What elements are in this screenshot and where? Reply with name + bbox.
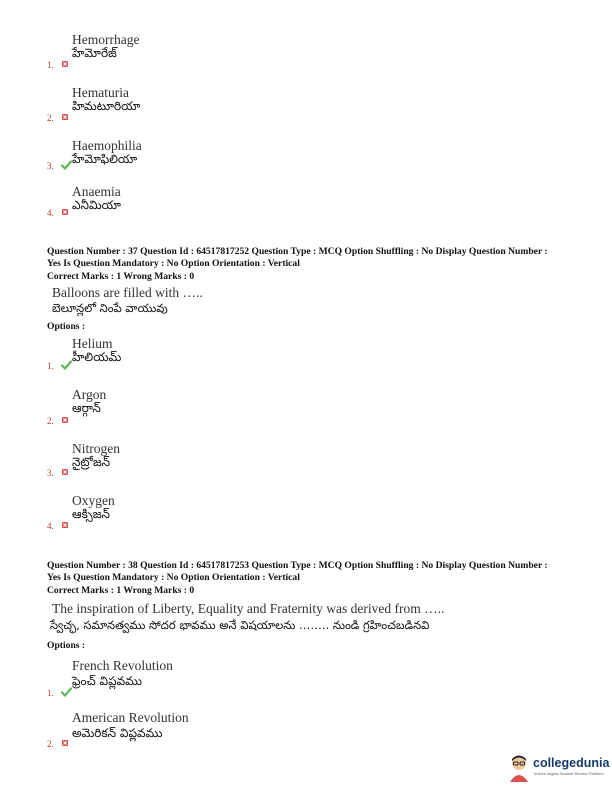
cross-icon: [61, 521, 69, 529]
option-text-en: Argon: [72, 387, 107, 402]
option-text-en: Hemorrhage: [72, 32, 140, 47]
logo-name: collegedunia: [533, 756, 610, 770]
option-number-wrap: [47, 108, 69, 126]
question-text-en: Balloons are filled with …..: [52, 285, 203, 300]
option-number: 1.: [47, 688, 54, 698]
option-number-wrap: [47, 356, 72, 374]
options-label: Options :: [47, 321, 86, 332]
question-meta-line-1: Question Number : 37 Question Id : 64517817252 Question Type : MCQ Option Shuffling : No Display Question Number :: [47, 246, 548, 257]
option-number: 2.: [47, 739, 54, 749]
option-text-te: ఆర్గాన్: [72, 401, 101, 415]
option-text-en: American Revolution: [72, 710, 189, 725]
option-number: 4.: [47, 208, 54, 218]
option-number: 4.: [47, 521, 54, 531]
cross-icon: [61, 208, 69, 216]
option-text-te: నైట్రోజన్: [72, 455, 111, 469]
question-marks: Correct Marks : 1 Wrong Marks : 0: [47, 585, 195, 596]
cross-icon: [61, 60, 69, 68]
option-text-te: ఫ్రెంచ్ విప్లవము: [72, 674, 142, 688]
option-text-te: హీలియమ్: [72, 350, 122, 364]
cross-icon: [61, 739, 69, 747]
check-icon: [61, 687, 72, 697]
option-number-wrap: [47, 516, 69, 534]
option-text-te: ఆక్సిజన్: [72, 507, 110, 521]
option-number: 3.: [47, 468, 54, 478]
cross-icon: [61, 468, 69, 476]
option-text-te: హేమోరేజ్: [72, 46, 117, 60]
option-number-wrap: [47, 411, 69, 429]
option-number-wrap: [47, 156, 72, 174]
check-icon: [61, 160, 72, 170]
option-number-wrap: [47, 683, 72, 701]
check-icon: [61, 360, 72, 370]
mascot-icon: [506, 754, 532, 787]
option-number: 1.: [47, 361, 54, 371]
option-number: 1.: [47, 60, 54, 70]
option-text-en: Hematuria: [72, 85, 129, 100]
option-text-en: Helium: [72, 336, 113, 351]
question-text-te: బెలూన్లలో నింపే వాయువు: [52, 301, 168, 315]
option-text-en: Anaemia: [72, 184, 121, 199]
option-text-te: అమెరికన్ విప్లవము: [72, 726, 163, 740]
question-text-te: స్వేచ్ఛ, సమానత్వము సోదర భావము అనే విషయాలను …….. నుండి గ్రహించబడినవి: [50, 618, 430, 632]
question-meta-line-2: Yes Is Question Mandatory : No Option Orientation : Vertical: [47, 572, 300, 583]
option-text-en: Nitrogen: [72, 441, 120, 456]
question-marks: Correct Marks : 1 Wrong Marks : 0: [47, 271, 195, 282]
option-text-te: హేమోఫిలియా: [72, 152, 138, 166]
option-text-en: French Revolution: [72, 658, 173, 673]
option-number-wrap: [47, 203, 69, 221]
option-text-en: Haemophilia: [72, 138, 142, 153]
option-number-wrap: [47, 463, 69, 481]
cross-icon: [61, 113, 69, 121]
option-number-wrap: [47, 734, 69, 752]
question-text-en: The inspiration of Liberty, Equality and Fraternity was derived from …..: [52, 601, 445, 616]
option-text-en: Oxygen: [72, 493, 115, 508]
logo-tagline: India's largest Student Review Platform: [534, 771, 604, 776]
option-text-te: ఎనీమియా: [72, 198, 121, 212]
question-meta-line-2: Yes Is Question Mandatory : No Option Orientation : Vertical: [47, 258, 300, 269]
option-number: 2.: [47, 416, 54, 426]
options-label: Options :: [47, 640, 86, 651]
option-number: 3.: [47, 161, 54, 171]
option-number-wrap: [47, 55, 69, 73]
option-text-te: హిమటూరియా: [72, 99, 141, 113]
question-meta-line-1: Question Number : 38 Question Id : 64517817253 Question Type : MCQ Option Shuffling : No Display Question Number :: [47, 560, 548, 571]
collegedunia-logo[interactable]: [506, 752, 610, 784]
option-number: 2.: [47, 113, 54, 123]
cross-icon: [61, 416, 69, 424]
